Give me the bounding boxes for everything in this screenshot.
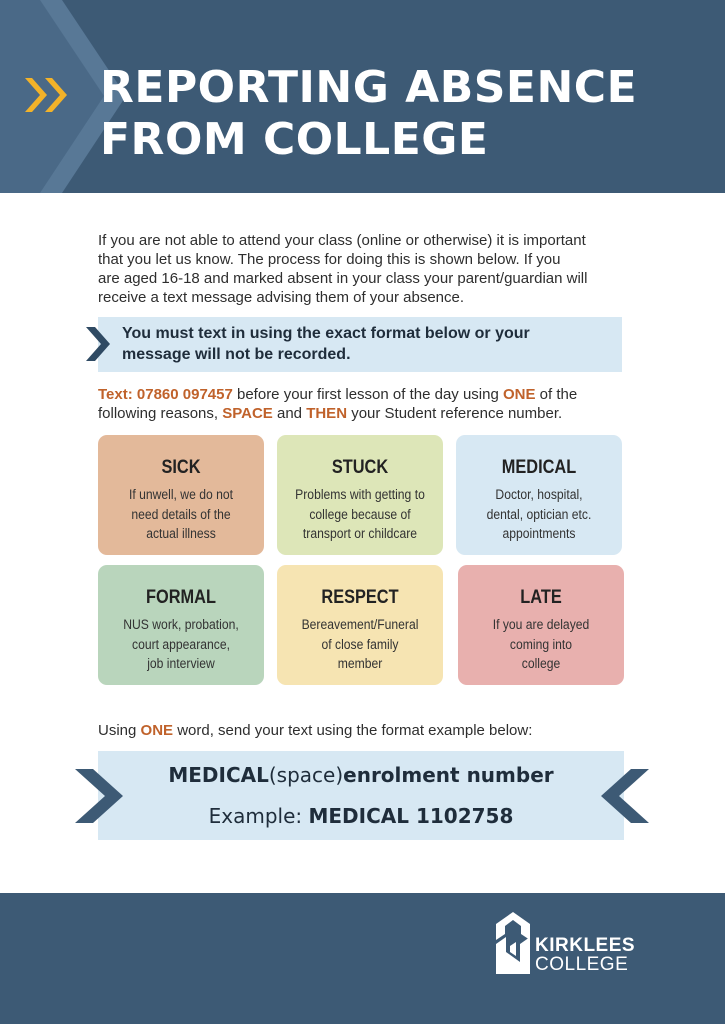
card-line: appointments [502, 526, 576, 541]
kirklees-logo-icon [496, 912, 530, 974]
format-enrolment: enrolment number [343, 763, 554, 787]
card-line: college because of [309, 506, 411, 522]
reason-card-late [458, 565, 624, 685]
card-title: STUCK [331, 457, 389, 478]
text-number: Text: 07860 097457 [98, 386, 233, 403]
instruction-text: before your first lesson of the day using [232, 386, 503, 403]
card-line: dental, optician etc. [486, 506, 592, 522]
page-title [100, 62, 700, 166]
instruction-text: following reasons, [98, 405, 223, 422]
highlight-space: SPACE [222, 405, 273, 422]
card-line: court appearance, [132, 636, 230, 652]
card-line: If unwell, we do not [128, 487, 234, 502]
header-banner [0, 0, 725, 193]
instruction-text: Using [98, 722, 141, 739]
reason-card-respect [277, 565, 443, 685]
instruction-text: of the [535, 386, 578, 403]
chevron-left-icon [601, 769, 649, 823]
reason-card-stuck [277, 435, 443, 555]
card-title: RESPECT [321, 587, 399, 608]
chevron-right-icon [86, 327, 110, 361]
notice-line-2: message will not be recorded. [122, 346, 351, 363]
intro-paragraph [98, 231, 638, 307]
card-title: MEDICAL [501, 457, 577, 478]
card-line: Bereavement/Funeral [301, 617, 419, 632]
card-description [285, 615, 434, 674]
highlight-then: THEN [306, 405, 348, 422]
card-line: job interview [147, 656, 215, 671]
card-line: college [521, 656, 561, 671]
chevron-right-icon [75, 769, 123, 823]
card-title: LATE [520, 587, 562, 608]
card-line: member [337, 656, 383, 671]
format-space: (space) [268, 763, 344, 787]
card-line: coming into [509, 636, 573, 652]
instruction-text: your Student reference number. [347, 405, 563, 422]
college-logo-text [535, 936, 635, 974]
card-line: NUS work, probation, [123, 617, 239, 632]
card-line: If you are delayed [492, 617, 590, 632]
card-title: FORMAL [146, 587, 216, 608]
format-line [98, 763, 624, 787]
text-instruction [98, 385, 658, 423]
example-prefix: Example: [208, 804, 309, 828]
title-line-1: REPORTING ABSENCE [100, 62, 638, 113]
format-instruction [98, 722, 532, 739]
reason-card-formal [98, 565, 264, 685]
card-description [466, 615, 615, 674]
highlight-one: ONE [502, 386, 536, 403]
format-word: MEDICAL [168, 763, 269, 787]
instruction-text: and [272, 405, 307, 422]
card-description [285, 485, 434, 544]
card-description [106, 485, 255, 544]
intro-line: If you are not able to attend your class (online or otherwise) it is important [98, 232, 586, 249]
reason-card-medical [456, 435, 622, 555]
logo-line-2: COLLEGE [535, 954, 629, 975]
card-title: SICK [161, 457, 201, 478]
instruction-text: word, send your text using the format example below: [173, 722, 533, 739]
card-line: need details of the [131, 506, 231, 522]
card-line: actual illness [146, 526, 216, 541]
logo-line-1: KIRKLEES [535, 935, 636, 956]
card-line: of close family [321, 636, 399, 652]
intro-line: that you let us know. The process for doing this is shown below. If you [98, 251, 561, 268]
notice-box [98, 317, 622, 372]
card-line: Doctor, hospital, [495, 487, 583, 502]
notice-line-1: You must text in using the exact format below or your [122, 325, 530, 342]
reason-card-sick [98, 435, 264, 555]
card-description [464, 485, 613, 544]
example-box [98, 751, 624, 840]
intro-line: receive a text message advising them of your absence. [98, 289, 465, 306]
example-line [98, 804, 624, 828]
example-value: MEDICAL 1102758 [308, 804, 514, 828]
intro-line: are aged 16-18 and marked absent in your class your parent/guardian will [98, 270, 588, 287]
title-line-2: FROM COLLEGE [100, 114, 489, 165]
card-line: transport or childcare [302, 526, 418, 541]
notice-text [122, 323, 530, 365]
card-line: Problems with getting to [295, 487, 425, 502]
highlight-one: ONE [140, 722, 174, 739]
card-description [106, 615, 255, 674]
